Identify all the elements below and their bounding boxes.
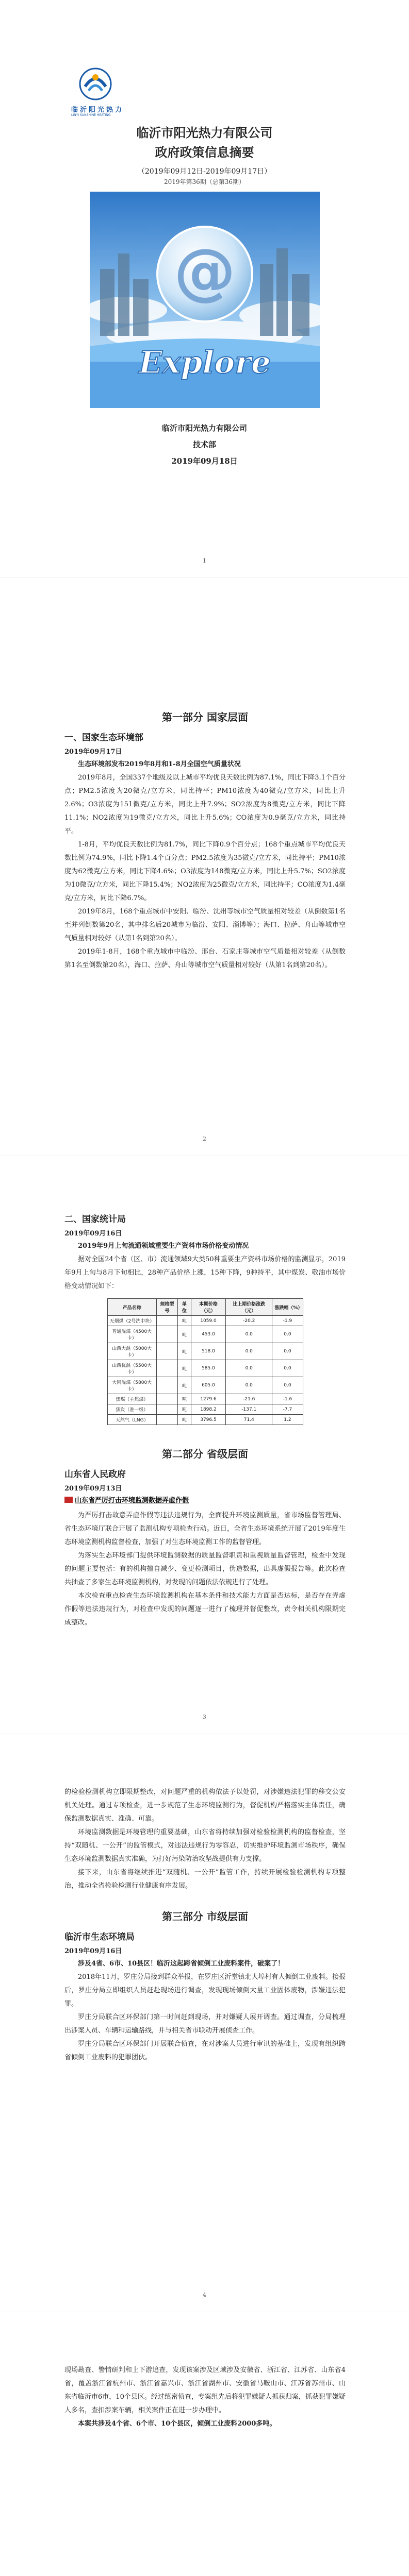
- paragraph: 现场勘查、警情研判和上下游追查，发现该案涉及区域涉及安徽省、浙江省、江苏省、山东省4省，覆盖浙江省杭州市、浙江省嘉兴市、浙江省湖州市、安徽省马鞍山市、江苏省苏州市、山东省临沂市6市，10个县区。经过缜密侦查，专案组先后将犯罪嫌疑人抓获归案，抓获犯罪嫌疑人多名，查扣涉案车辆，相关案件正在进一步办理中。: [64, 2366, 346, 2414]
- part3-title: 第三部分 市级层面: [162, 1910, 248, 1923]
- table-cell: 1898.2: [191, 1404, 225, 1415]
- hero-word: Explore: [138, 345, 271, 381]
- table-cell: -20.2: [226, 1316, 272, 1326]
- table-cell: -1.6: [272, 1394, 303, 1404]
- table-header-cell: 单位: [178, 1299, 191, 1316]
- table-row: [107, 1360, 303, 1377]
- org-department: 技术部: [192, 440, 216, 449]
- part2-title: 第二部分 省级层面: [162, 1448, 248, 1460]
- paragraph: 2018年11月，罗庄分局接到群众举报，在罗庄区沂堂镇北大埠村有人倾倒工业废料。接报后，罗庄分局立即组织人员赶赴现场进行调查，发现现场倾倒大量工业固体废物，涉嫌违法犯罪。: [64, 1973, 346, 2008]
- table-row: [107, 1394, 303, 1404]
- paragraph: 本次检查重点检查生态环境监测机构在基本条件和技术能力方面是否达标，是否存在弄虚作假等违法违规行为，对检查中发现的问题逐一进行了梳理并督促整改，责令相关机构限期完成整改。: [64, 1592, 346, 1626]
- table-cell: 1059.0: [191, 1316, 225, 1326]
- paragraph: 为严厉打击故意弄虚作假等违法违规行为，全面提升环境监测质量，省市场监督管理局、省生态环境厅联合开展了监测机构专项检查行动。近日，全省生态环境系统开展了2019年度生态环境监测机构监督检查，加强了对生态环境监测工作的监督管理。: [64, 1512, 346, 1546]
- table-cell: 吨: [178, 1377, 191, 1394]
- section-headline: 山东省严厉打击环境监测数据弄虚作假: [64, 1495, 346, 1507]
- table-cell: -1.9: [272, 1316, 303, 1326]
- report-period: （2019年09月12日-2019年09月17日）: [137, 167, 272, 176]
- table-cell: 焦炭（准一级）: [107, 1404, 156, 1415]
- table-cell: 吨: [178, 1360, 191, 1377]
- part1-title: 第一部分 国家层面: [162, 711, 248, 723]
- table-row: [107, 1377, 303, 1394]
- table-cell: -21.6: [226, 1394, 272, 1404]
- section-date: 2019年09月17日: [64, 748, 122, 756]
- table-cell: 无烟煤（2号洗中块）: [107, 1316, 156, 1326]
- table-cell: 518.0: [191, 1343, 225, 1360]
- table-cell: 山西大混（5000大卡）: [107, 1343, 156, 1360]
- paragraph: 2019年8月，全国337个地级及以上城市平均优良天数比例为87.1%，同比下降3.1个百分点；PM2.5浓度为20微克/立方米，同比持平；PM10浓度为40微克/立方米，同比上升2.6%；O3浓度为151微克/立方米，同比上升7.9%；SO2浓度为8微克/立方米，同比下降11.1%；NO2浓度为19微克/立方米，同比上升5.6%；CO浓度为0.9毫克/立方米，同比持平。: [64, 774, 346, 835]
- table-header-cell: 产品名称: [107, 1299, 156, 1316]
- paragraph: 1-8月，平均优良天数比例为81.7%，同比下降0.9个百分点；168个重点城市平均优良天数比例为74.9%，同比下降1.4个百分点；PM2.5浓度为35微克/立方米，同比持平；PM10浓度为62微克/立方米，同比下降4.6%；O3浓度为148微克/立方米，同比上升5.7%；SO2浓度为10微克/立方米，同比下降15.4%；NO2浓度为25微克/立方米，同比持平；CO浓度为1.4毫克/立方米，同比下降6.7%。: [64, 841, 346, 902]
- table-cell: 吨: [178, 1394, 191, 1404]
- section-date: 2019年09月13日: [64, 1485, 122, 1493]
- table-header-row: [107, 1299, 303, 1316]
- company-title: 临沂市阳光热力有限公司: [136, 125, 273, 140]
- report-date: 2019年09月18日: [171, 456, 238, 466]
- table-cell: 吨: [178, 1404, 191, 1415]
- table-cell: 吨: [178, 1326, 191, 1343]
- page-2: [0, 578, 409, 1156]
- section-title: 山东省人民政府: [64, 1469, 126, 1480]
- paragraph: 环境监测数据是环境管理的重要基础，山东省将持续加强对检验检测机构的监督检查，坚持“双随机、一公开”的监管模式，对违法违规行为零容忍，切实维护环境监测市场秩序，确保生态环境监测数据真实准确，为打好污染防治攻坚战提供有力支撑。: [64, 1828, 346, 1863]
- section-title: 临沂市生态环境局: [64, 1932, 135, 1942]
- table-header-cell: 涨跌幅（%）: [272, 1299, 303, 1316]
- table-cell: 吨: [178, 1415, 191, 1425]
- table-cell: 山西优混（5500大卡）: [107, 1360, 156, 1377]
- paragraph: 2019年8月，168个重点城市中安阳、临汾、沈州等城市空气质量相对较差（从倒数第1名至并列倒数第20名，其中排名后20城市为临汾、安阳、淄博等）；海口、拉萨、舟山等城市空气质量相对较好（从第1名到第20名）。: [64, 908, 346, 942]
- paragraph: 的检验检测机构立即限期整改，对问题严重的机构依法予以处罚，对涉嫌违法犯罪的移交公安机关处理。通过专项检查，进一步规范了生态环境监测行为，督促机构严格落实主体责任，确保监测数据真实、准确、可靠。: [64, 1788, 346, 1823]
- section-headline: 2019年9月上旬流通领域重要生产资料市场价格变动情况: [78, 1242, 249, 1250]
- table-cell: 吨: [178, 1343, 191, 1360]
- table-cell: 585.0: [191, 1360, 225, 1377]
- table-header-cell: 本期价格（元）: [191, 1299, 225, 1316]
- table-cell: [156, 1404, 177, 1415]
- page-number: 2: [203, 1136, 206, 1142]
- page-number: 1: [203, 557, 206, 564]
- table-cell: 453.0: [191, 1326, 225, 1343]
- paragraph: 据对全国24个省（区、市）流通领域9大类50种重要生产资料市场价格的监测显示，2019年9月上旬与8月下旬相比，28种产品价格上涨，15种下降，9种持平，其中煤炭、敬油市场价格变动情况如下：: [64, 1256, 346, 1290]
- table-cell: 605.0: [191, 1377, 225, 1394]
- table-cell: 天然气（LNG）: [107, 1415, 156, 1425]
- table-cell: 0.0: [272, 1343, 303, 1360]
- table-cell: [156, 1326, 177, 1343]
- paragraph: 2019年1-8月，168个重点城市中临汾、邢台、石家庄等城市空气质量相对较差（从倒数第1名至倒数第20名），海口、拉萨、舟山等城市空气质量相对较好（从第1名到第20名）。: [64, 948, 346, 969]
- section-title: 一、国家生态环境部: [64, 733, 143, 743]
- table-cell: [156, 1394, 177, 1404]
- brand-name-en: LINYI SUNSHINE HEATING: [71, 113, 111, 117]
- table-row: [107, 1343, 303, 1360]
- table-cell: 0.0: [226, 1343, 272, 1360]
- table-header-cell: 比上期价格涨跌（元）: [226, 1299, 272, 1316]
- table-row: [107, 1404, 303, 1415]
- table-cell: 普通混煤（4500大卡）: [107, 1326, 156, 1343]
- section-headline: 涉及4省、6市、10县区！临沂这起跨省倾倒工业废料案件，破案了！: [78, 1960, 285, 1968]
- paragraph: 罗庄分局联合区环保部门第一时间赶到现场，并对嫌疑人展开调查。通过调查，分局梳理出涉案人员、车辆和运输路线，并与相关省市联动开展侦查工作。: [64, 2013, 346, 2035]
- paragraph: 罗庄分局联合区环保部门开展联合侦查，在对涉案人员进行审讯的基础上，发现有组织跨省倾倒工业废料的犯罪团伙。: [64, 2040, 346, 2061]
- table-cell: 71.4: [226, 1415, 272, 1425]
- section-date: 2019年09月16日: [64, 1230, 122, 1238]
- closing-paragraph: 本案共涉及4个省、6个市、10个县区，倾倒工业废料2000多吨。: [78, 2420, 276, 2428]
- table-cell: 0.0: [272, 1326, 303, 1343]
- report-title: 政府政策信息摘要: [155, 145, 254, 160]
- section-headline: 生态环境部发布2019年8月和1-8月全国空气质量状况: [78, 760, 241, 768]
- table-row: [107, 1316, 303, 1326]
- table-cell: -7.7: [272, 1404, 303, 1415]
- svg-text:@: @: [174, 236, 236, 308]
- table-cell: -137.1: [226, 1404, 272, 1415]
- section-title: 二、国家统计局: [64, 1214, 126, 1225]
- table-cell: [156, 1377, 177, 1394]
- table-cell: [156, 1316, 177, 1326]
- table-cell: 0.0: [272, 1377, 303, 1394]
- page-number: 4: [203, 2292, 206, 2298]
- table-cell: [156, 1360, 177, 1377]
- table-cell: 焦煤（主焦煤）: [107, 1394, 156, 1404]
- paragraph: 为落实生态环境部门提供环境监测数据的质量监督职责和重视质量监督管理，检查中发现的问题主要包括：有的机构擅自减少、变更检测项目，伪造数据，出具虚假报告等。此次检查共抽查了多家生态环境监测机构，对发现的问题依法依规进行了处理。: [64, 1552, 346, 1586]
- table-cell: 吨: [178, 1316, 191, 1326]
- explore-hero-image: [90, 192, 320, 408]
- table-row: [107, 1415, 303, 1425]
- table-row: [107, 1326, 303, 1343]
- table-cell: 0.0: [226, 1377, 272, 1394]
- table-cell: 0.0: [226, 1360, 272, 1377]
- page-4: [0, 1734, 409, 2312]
- section-date: 2019年09月16日: [64, 1947, 122, 1955]
- org-name: 临沂市阳光热力有限公司: [161, 423, 247, 433]
- table-cell: 大同混煤（5800大卡）: [107, 1377, 156, 1394]
- table-cell: 3796.5: [191, 1415, 225, 1425]
- page-3: [0, 1156, 409, 1734]
- paragraph: 接下来，山东省将继续推进“双随机、一公开”监管工作，持续开展检验检测机构专项整治，推动全省检验检测行业健康有序发展。: [64, 1869, 346, 1890]
- table-cell: 1.2: [272, 1415, 303, 1425]
- table-cell: [156, 1415, 177, 1425]
- flag-icon: [64, 1497, 73, 1503]
- table-cell: 0.0: [226, 1326, 272, 1343]
- table-cell: 0.0: [272, 1360, 303, 1377]
- cover-page: [0, 0, 409, 578]
- company-logo-icon: [77, 66, 113, 102]
- brand-name: 临沂阳光热力: [71, 106, 124, 114]
- price-table: [107, 1298, 303, 1425]
- page-number: 3: [203, 1714, 206, 1720]
- table-cell: 1279.6: [191, 1394, 225, 1404]
- table-header-cell: 规格型号: [156, 1299, 177, 1316]
- report-issue: 2019年第36期（总第36期）: [163, 178, 246, 185]
- page-5: [0, 2312, 409, 2576]
- table-cell: [156, 1343, 177, 1360]
